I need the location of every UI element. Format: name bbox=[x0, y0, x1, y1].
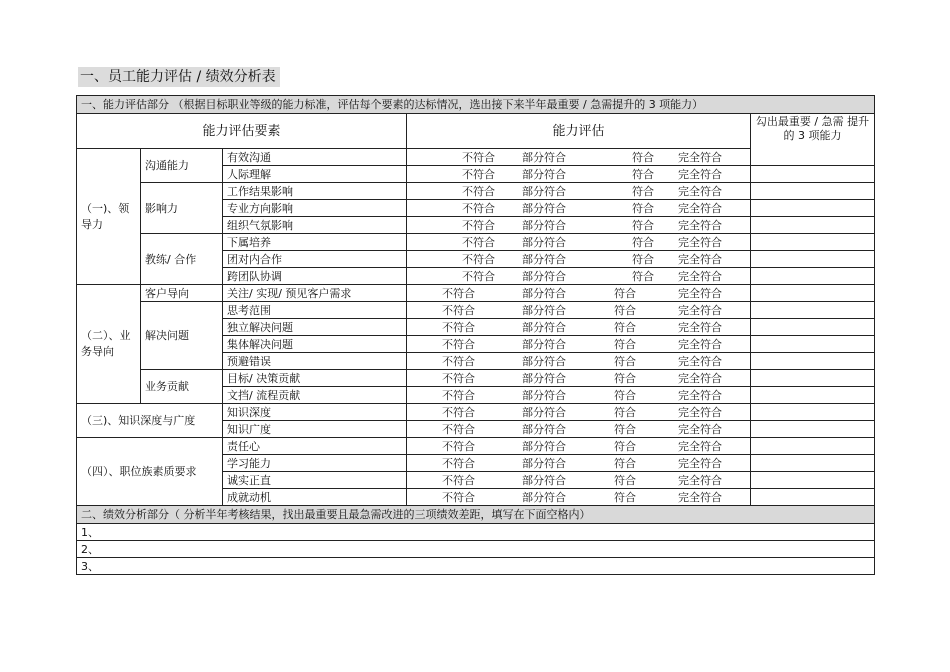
rating-option[interactable]: 符合 bbox=[614, 473, 636, 487]
rating-option[interactable]: 不符合 bbox=[442, 354, 475, 368]
rating-options[interactable] bbox=[407, 421, 751, 438]
rating-options[interactable] bbox=[407, 166, 751, 183]
subgroup-contribution: 业务贡献 bbox=[141, 370, 223, 404]
rating-option[interactable]: 符合 bbox=[614, 354, 636, 368]
rating-option[interactable]: 完全符合 bbox=[678, 371, 722, 385]
rating-option[interactable]: 完全符合 bbox=[678, 490, 722, 504]
rating-options[interactable] bbox=[407, 438, 751, 455]
pick-cell[interactable] bbox=[751, 200, 875, 217]
rating-option[interactable]: 部分符合 bbox=[522, 201, 566, 215]
subgroup-customer: 客户导向 bbox=[141, 285, 223, 302]
rating-option[interactable]: 符合 bbox=[632, 218, 654, 232]
rating-option[interactable]: 不符合 bbox=[442, 388, 475, 402]
rating-option[interactable]: 不符合 bbox=[442, 337, 475, 351]
rating-option[interactable]: 完全符合 bbox=[678, 405, 722, 419]
rating-option[interactable]: 不符合 bbox=[462, 252, 495, 266]
item-label: 下属培养 bbox=[223, 234, 407, 251]
rating-option[interactable]: 符合 bbox=[614, 388, 636, 402]
group-knowledge: （三)、知识深度与广度 bbox=[77, 404, 223, 438]
rating-option[interactable]: 完全符合 bbox=[678, 320, 722, 334]
subgroup-problem-solving: 解决问题 bbox=[141, 302, 223, 370]
pick-cell[interactable] bbox=[751, 353, 875, 370]
item-label: 工作结果影响 bbox=[223, 183, 407, 200]
pick-cell[interactable] bbox=[751, 438, 875, 455]
rating-options[interactable] bbox=[407, 489, 751, 506]
rating-option[interactable]: 部分符合 bbox=[522, 473, 566, 487]
pick-cell[interactable] bbox=[751, 251, 875, 268]
rating-option[interactable]: 完全符合 bbox=[678, 218, 722, 232]
section1-header: 一、能力评估部分 （根据目标职业等级的能力标准，评估每个要素的达标情况，选出接下来半年最重要 / 急需提升的 3 项能力） bbox=[77, 96, 875, 114]
rating-option[interactable]: 符合 bbox=[632, 252, 654, 266]
rating-option[interactable]: 符合 bbox=[632, 167, 654, 181]
rating-option[interactable]: 不符合 bbox=[442, 422, 475, 436]
rating-option[interactable]: 部分符合 bbox=[522, 456, 566, 470]
rating-option[interactable]: 不符合 bbox=[442, 405, 475, 419]
rating-option[interactable]: 符合 bbox=[614, 371, 636, 385]
item-label: 团对内合作 bbox=[223, 251, 407, 268]
rating-options[interactable] bbox=[407, 217, 751, 234]
pick-cell[interactable] bbox=[751, 472, 875, 489]
pick-cell[interactable] bbox=[751, 370, 875, 387]
item-label: 人际理解 bbox=[223, 166, 407, 183]
pick-cell[interactable] bbox=[751, 268, 875, 285]
rating-option[interactable]: 完全符合 bbox=[678, 286, 722, 300]
pick-cell[interactable] bbox=[751, 166, 875, 183]
rating-option[interactable]: 不符合 bbox=[462, 167, 495, 181]
rating-option[interactable]: 部分符合 bbox=[522, 303, 566, 317]
rating-option[interactable]: 完全符合 bbox=[678, 354, 722, 368]
item-label: 目标/ 决策贡献 bbox=[223, 370, 407, 387]
item-label: 知识广度 bbox=[223, 421, 407, 438]
rating-options[interactable] bbox=[407, 472, 751, 489]
rating-option[interactable]: 完全符合 bbox=[678, 422, 722, 436]
gap-row-1[interactable]: 1、 bbox=[77, 524, 875, 541]
rating-option[interactable]: 不符合 bbox=[442, 320, 475, 334]
rating-options[interactable] bbox=[407, 336, 751, 353]
rating-option[interactable]: 完全符合 bbox=[678, 456, 722, 470]
rating-option[interactable]: 完全符合 bbox=[678, 439, 722, 453]
rating-option[interactable]: 符合 bbox=[614, 490, 636, 504]
item-label: 成就动机 bbox=[223, 489, 407, 506]
rating-option[interactable]: 部分符合 bbox=[522, 337, 566, 351]
rating-options[interactable] bbox=[407, 404, 751, 421]
rating-option[interactable]: 完全符合 bbox=[678, 167, 722, 181]
gap-row-2[interactable]: 2、 bbox=[77, 541, 875, 558]
rating-option[interactable]: 部分符合 bbox=[522, 286, 566, 300]
item-label: 有效沟通 bbox=[223, 149, 407, 166]
rating-option[interactable]: 部分符合 bbox=[522, 388, 566, 402]
col-header-pick-top3: 勾出最重要 / 急需 提升的 3 项能力 bbox=[751, 114, 875, 166]
rating-option[interactable]: 完全符合 bbox=[678, 184, 722, 198]
rating-option[interactable]: 符合 bbox=[614, 456, 636, 470]
pick-cell[interactable] bbox=[751, 489, 875, 506]
rating-option[interactable]: 不符合 bbox=[442, 371, 475, 385]
item-label: 知识深度 bbox=[223, 404, 407, 421]
rating-option[interactable]: 部分符合 bbox=[522, 252, 566, 266]
rating-option[interactable]: 部分符合 bbox=[522, 490, 566, 504]
item-label: 思考范围 bbox=[223, 302, 407, 319]
rating-option[interactable]: 部分符合 bbox=[522, 235, 566, 249]
pick-cell[interactable] bbox=[751, 336, 875, 353]
rating-option[interactable]: 完全符合 bbox=[678, 303, 722, 317]
gap-row-3[interactable]: 3、 bbox=[77, 558, 875, 575]
rating-options[interactable] bbox=[407, 370, 751, 387]
rating-option[interactable]: 不符合 bbox=[442, 473, 475, 487]
pick-cell[interactable] bbox=[751, 421, 875, 438]
rating-options[interactable] bbox=[407, 251, 751, 268]
rating-option[interactable]: 完全符合 bbox=[678, 252, 722, 266]
rating-options[interactable] bbox=[407, 285, 751, 302]
document-title: 一、员工能力评估 / 绩效分析表 bbox=[78, 67, 280, 87]
rating-option[interactable]: 符合 bbox=[632, 184, 654, 198]
rating-option[interactable]: 符合 bbox=[632, 150, 654, 164]
rating-option[interactable]: 完全符合 bbox=[678, 337, 722, 351]
item-label: 诚实正直 bbox=[223, 472, 407, 489]
subgroup-coaching: 教练/ 合作 bbox=[141, 234, 223, 285]
subgroup-communication: 沟通能力 bbox=[141, 149, 223, 183]
rating-option[interactable]: 部分符合 bbox=[522, 184, 566, 198]
rating-option[interactable]: 不符合 bbox=[442, 286, 475, 300]
rating-option[interactable]: 不符合 bbox=[442, 439, 475, 453]
rating-option[interactable]: 完全符合 bbox=[678, 201, 722, 215]
pick-cell[interactable] bbox=[751, 217, 875, 234]
group-leadership: （一)、领导力 bbox=[77, 149, 141, 285]
rating-option[interactable]: 符合 bbox=[632, 269, 654, 283]
rating-options[interactable] bbox=[407, 353, 751, 370]
item-label: 责任心 bbox=[223, 438, 407, 455]
rating-option[interactable]: 不符合 bbox=[442, 456, 475, 470]
rating-options[interactable] bbox=[407, 455, 751, 472]
rating-options[interactable] bbox=[407, 234, 751, 251]
rating-option[interactable]: 部分符合 bbox=[522, 405, 566, 419]
subgroup-influence: 影响力 bbox=[141, 183, 223, 234]
rating-option[interactable]: 部分符合 bbox=[522, 218, 566, 232]
rating-options[interactable] bbox=[407, 268, 751, 285]
item-label: 专业方向影响 bbox=[223, 200, 407, 217]
rating-option[interactable]: 完全符合 bbox=[678, 150, 722, 164]
rating-option[interactable]: 部分符合 bbox=[522, 150, 566, 164]
item-label: 学习能力 bbox=[223, 455, 407, 472]
item-label: 集体解决问题 bbox=[223, 336, 407, 353]
rating-option[interactable]: 符合 bbox=[614, 286, 636, 300]
pick-cell[interactable] bbox=[751, 234, 875, 251]
rating-option[interactable]: 符合 bbox=[614, 439, 636, 453]
rating-option[interactable]: 部分符合 bbox=[522, 439, 566, 453]
item-label: 关注/ 实现/ 预见客户需求 bbox=[223, 285, 407, 302]
pick-cell[interactable] bbox=[751, 285, 875, 302]
rating-options[interactable] bbox=[407, 183, 751, 200]
item-label: 文挡/ 流程贡献 bbox=[223, 387, 407, 404]
rating-option[interactable]: 符合 bbox=[632, 235, 654, 249]
pick-cell[interactable] bbox=[751, 387, 875, 404]
pick-cell[interactable] bbox=[751, 183, 875, 200]
rating-options[interactable] bbox=[407, 149, 751, 166]
rating-option[interactable]: 完全符合 bbox=[678, 269, 722, 283]
rating-option[interactable]: 符合 bbox=[614, 337, 636, 351]
item-label: 跨团队协调 bbox=[223, 268, 407, 285]
rating-option[interactable]: 符合 bbox=[614, 303, 636, 317]
rating-options[interactable] bbox=[407, 200, 751, 217]
rating-option[interactable]: 部分符合 bbox=[522, 269, 566, 283]
rating-option[interactable]: 符合 bbox=[614, 422, 636, 436]
rating-options[interactable] bbox=[407, 302, 751, 319]
pick-cell[interactable] bbox=[751, 404, 875, 421]
rating-option[interactable]: 不符合 bbox=[462, 235, 495, 249]
rating-option[interactable]: 不符合 bbox=[462, 269, 495, 283]
rating-option[interactable]: 不符合 bbox=[462, 184, 495, 198]
rating-option[interactable]: 不符合 bbox=[462, 150, 495, 164]
rating-options[interactable] bbox=[407, 319, 751, 336]
rating-option[interactable]: 符合 bbox=[632, 201, 654, 215]
pick-cell[interactable] bbox=[751, 455, 875, 472]
rating-option[interactable]: 部分符合 bbox=[522, 167, 566, 181]
rating-option[interactable]: 不符合 bbox=[462, 201, 495, 215]
item-label: 预避错误 bbox=[223, 353, 407, 370]
rating-option[interactable]: 完全符合 bbox=[678, 473, 722, 487]
item-label: 组织气氛影响 bbox=[223, 217, 407, 234]
rating-option[interactable]: 部分符合 bbox=[522, 371, 566, 385]
rating-option[interactable]: 不符合 bbox=[442, 490, 475, 504]
group-quality: （四）、职位族素质要求 bbox=[77, 438, 223, 506]
rating-option[interactable]: 不符合 bbox=[442, 303, 475, 317]
col-header-assessment: 能力评估 bbox=[407, 114, 751, 149]
pick-cell[interactable] bbox=[751, 319, 875, 336]
assessment-table bbox=[76, 95, 875, 575]
rating-option[interactable]: 部分符合 bbox=[522, 422, 566, 436]
rating-option[interactable]: 符合 bbox=[614, 405, 636, 419]
col-header-elements: 能力评估要素 bbox=[77, 114, 407, 149]
rating-option[interactable]: 部分符合 bbox=[522, 354, 566, 368]
rating-option[interactable]: 完全符合 bbox=[678, 388, 722, 402]
rating-option[interactable]: 部分符合 bbox=[522, 320, 566, 334]
group-business: （二）、业务导向 bbox=[77, 285, 141, 404]
rating-option[interactable]: 符合 bbox=[614, 320, 636, 334]
rating-option[interactable]: 完全符合 bbox=[678, 235, 722, 249]
pick-cell[interactable] bbox=[751, 302, 875, 319]
item-label: 独立解决问题 bbox=[223, 319, 407, 336]
section2-header: 二、绩效分析部分（ 分析半年考核结果，找出最重要且最急需改进的三项绩效差距，填写在下面空格内） bbox=[77, 506, 875, 524]
rating-options[interactable] bbox=[407, 387, 751, 404]
rating-option[interactable]: 不符合 bbox=[462, 218, 495, 232]
